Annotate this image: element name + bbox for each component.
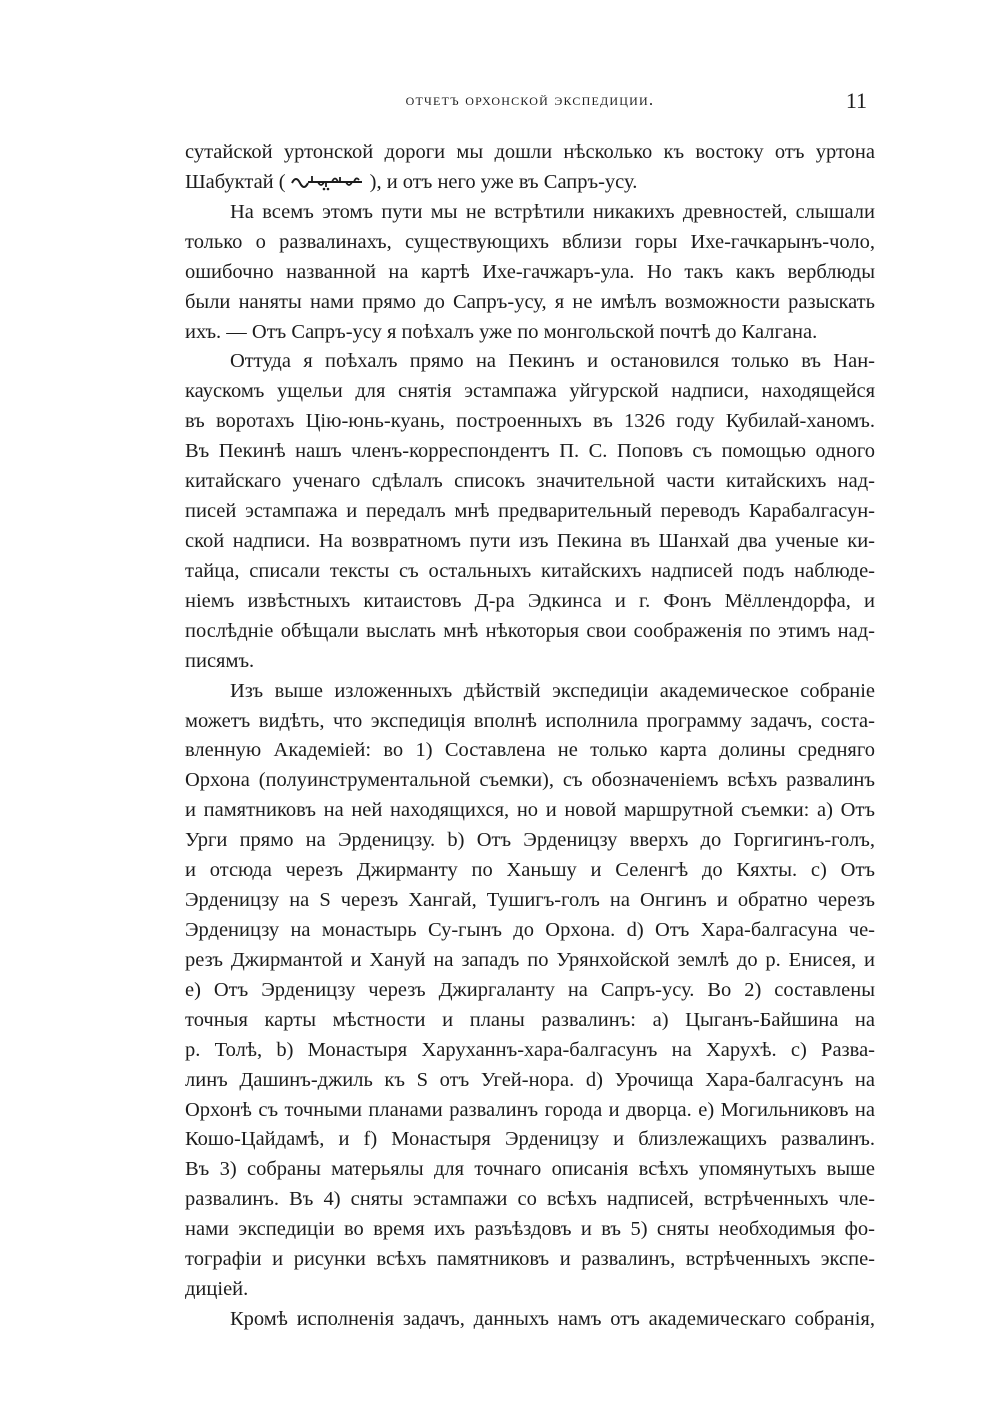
text-line: Оттуда я поѣхалъ прямо на Пекинъ и остановился только въ Нан- — [230, 350, 875, 373]
text-line: Эрденицзу на S черезъ Хангай, Тушигъ-голъ на Онгинъ и обратно черезъ — [185, 889, 875, 912]
text-line: линъ Дашинъ-джиль къ S отъ Угей-нора. d) Урочища Хара-балгасунъ на — [185, 1068, 875, 1091]
text-line: Орхонѣ съ точными планами развалинъ города и дворца. е) Могильниковъ на — [185, 1098, 875, 1121]
text-line: Шабуктай ( ), и отъ него уже въ Сапръ-усу. — [185, 170, 638, 193]
text-line: сутайской уртонской дороги мы дошли нѣсколько къ востоку отъ уртона — [185, 141, 875, 163]
text-line: Въ 3) собраны матерьялы для точнаго описанія всѣхъ упомянутыхъ выше — [185, 1158, 875, 1181]
text-line: ской надписи. На возвратномъ пути изъ Пекина въ Шанхай два ученые ки- — [185, 529, 875, 552]
text-line: ихъ. — Отъ Сапръ-усу я поѣхалъ уже по монгольской почтѣ до Калгана. — [185, 320, 818, 343]
text-line: нами экспедиціи во время ихъ разъѣздовъ и въ 5) сняты необходимыя фо- — [185, 1218, 875, 1241]
text-line: е) Отъ Эрденицзу черезъ Джиргаланту на Сапръ-усу. Во 2) составлены — [185, 978, 875, 1001]
text-line: только о развалинахъ, существующихъ вблизи горы Ихе-гачкарынъ-чоло, — [185, 230, 875, 253]
text-line: р. Толѣ, b) Монастыря Харуханнъ-хара-балгасунъ на Харухѣ. с) Разва- — [185, 1038, 875, 1061]
text-line: диціей. — [185, 1278, 249, 1301]
text-line: тографіи и рисунки всѣхъ памятниковъ и развалинъ, встрѣченныхъ экспе- — [185, 1248, 875, 1271]
text-line: и отсюда черезъ Джирманту по Ханьшу и Селенгѣ до Кяхты. c) Отъ — [185, 859, 875, 882]
text-line: Эрденицзу на монастырь Су-гынъ до Орхона. d) Отъ Хара-балгасуна че- — [185, 918, 875, 941]
text-line: каускомъ ущельи для снятія эстампажа уйгурской надписи, находящейся — [185, 380, 875, 403]
text-segment: , и отъ него уже въ Сапръ-усу. — [376, 170, 638, 193]
text-line: Въ Пекинѣ нашъ членъ-корреспондентъ П. С. Поповъ съ помощью одного — [185, 440, 875, 463]
text-line: писей эстампажа и передалъ мнѣ предварительный переводъ Карабалгасун- — [185, 500, 875, 523]
text-segment: Шабуктай — [185, 170, 279, 193]
text-line: точныя карты мѣстности и планы развалинъ: а) Цыганъ-Байшина на — [185, 1008, 875, 1031]
text-line: ніемъ извѣстныхъ китаистовъ Д-ра Эдкинса и г. Фонъ Мёллендорфа, и — [185, 589, 875, 612]
text-line: резъ Джирмантой и Хануй на западъ по Урянхойской землѣ до р. Енисея, и — [185, 948, 875, 971]
text-line: развалинъ. Въ 4) сняты эстампажи со всѣхъ надписей, встрѣченныхъ чле- — [185, 1188, 875, 1211]
text-line: можетъ видѣть, что экспедиція вполнѣ исполнила программу задачъ, соста- — [185, 709, 875, 732]
text-line: Орхона (полуинструментальной съемки), съ обозначеніемъ всѣхъ развалинъ — [185, 769, 875, 792]
text-line: послѣдніе обѣщали выслать мнѣ нѣкоторыя свои соображенія по этимъ над- — [185, 619, 875, 642]
running-head — [185, 90, 875, 120]
text-line: китайскаго ученаго сдѣлалъ списокъ значительной части китайскихъ над- — [185, 470, 875, 493]
text-line: Кошо-Цайдамѣ, и f) Монастыря Эрденицзу и близлежащихъ развалинъ. — [185, 1128, 875, 1151]
text-line: Урги прямо на Эрденицзу. b) Отъ Эрденицзу вверхъ до Горгигинъ-голъ, — [185, 829, 875, 852]
text-line: писямъ. — [185, 649, 255, 672]
mongolian-script-word-icon — [288, 169, 368, 193]
text-line: вленную Академіей: во 1) Составлена не только карта долины средняго — [185, 739, 875, 762]
page-number: 11 — [845, 88, 867, 113]
text-line: въ воротахъ Цію-юнь-куань, построенныхъ въ 1326 году Кубилай-ханомъ. — [185, 410, 875, 433]
running-title: отчетъ орхонской экспедиции. — [405, 90, 655, 109]
body-text — [185, 138, 875, 1335]
text-line: ошибочно названной на картѣ Ихе-гачжаръ-ула. Но такъ какъ верблюды — [185, 260, 875, 283]
text-line: На всемъ этомъ пути мы не встрѣтили никакихъ древностей, слышали — [230, 200, 875, 223]
text-line: и памятниковъ на ней находящихся, но и новой маршрутной съемки: а) Отъ — [185, 799, 875, 822]
text-line: Изъ выше изложенныхъ дѣйствій экспедиціи академическое собраніе — [230, 679, 875, 702]
text-line: были наняты нами прямо до Сапръ-усу, я не имѣлъ возможности разыскать — [185, 290, 875, 313]
text-line: Кромѣ исполненія задачъ, данныхъ намъ отъ академическаго собранія, — [230, 1307, 875, 1330]
text-line: тайца, списали тексты съ остальныхъ китайскихъ надписей подъ наблюде- — [185, 559, 875, 582]
